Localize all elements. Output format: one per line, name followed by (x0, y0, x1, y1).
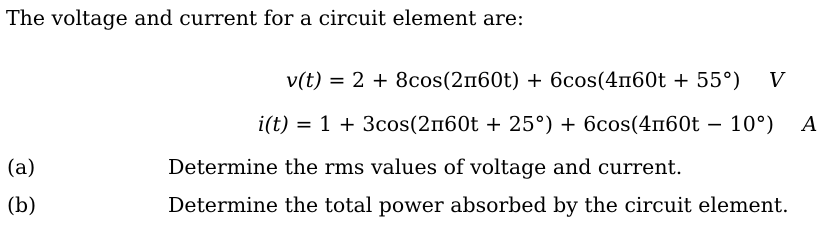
current-equation (258, 114, 817, 135)
voltage-equation (286, 70, 784, 91)
part-a-text: Determine the rms values of voltage and current. (168, 155, 683, 179)
problem-intro: The voltage and current for a circuit element are: (6, 6, 524, 30)
current-lhs: i(t) (258, 112, 289, 136)
voltage-rhs: = 2 + 8cos(2π60t) + 6cos(4π60t + 55°) (328, 68, 741, 92)
part-b-text: Determine the total power absorbed by the circuit element. (168, 193, 789, 217)
part-a-label: (a) (7, 155, 36, 179)
current-rhs: = 1 + 3cos(2π60t + 25°) + 6cos(4π60t − 10°) (295, 112, 775, 136)
voltage-unit: V (769, 68, 784, 92)
part-b-label: (b) (7, 193, 37, 217)
current-unit: A (802, 112, 818, 136)
voltage-lhs: v(t) (286, 68, 322, 92)
